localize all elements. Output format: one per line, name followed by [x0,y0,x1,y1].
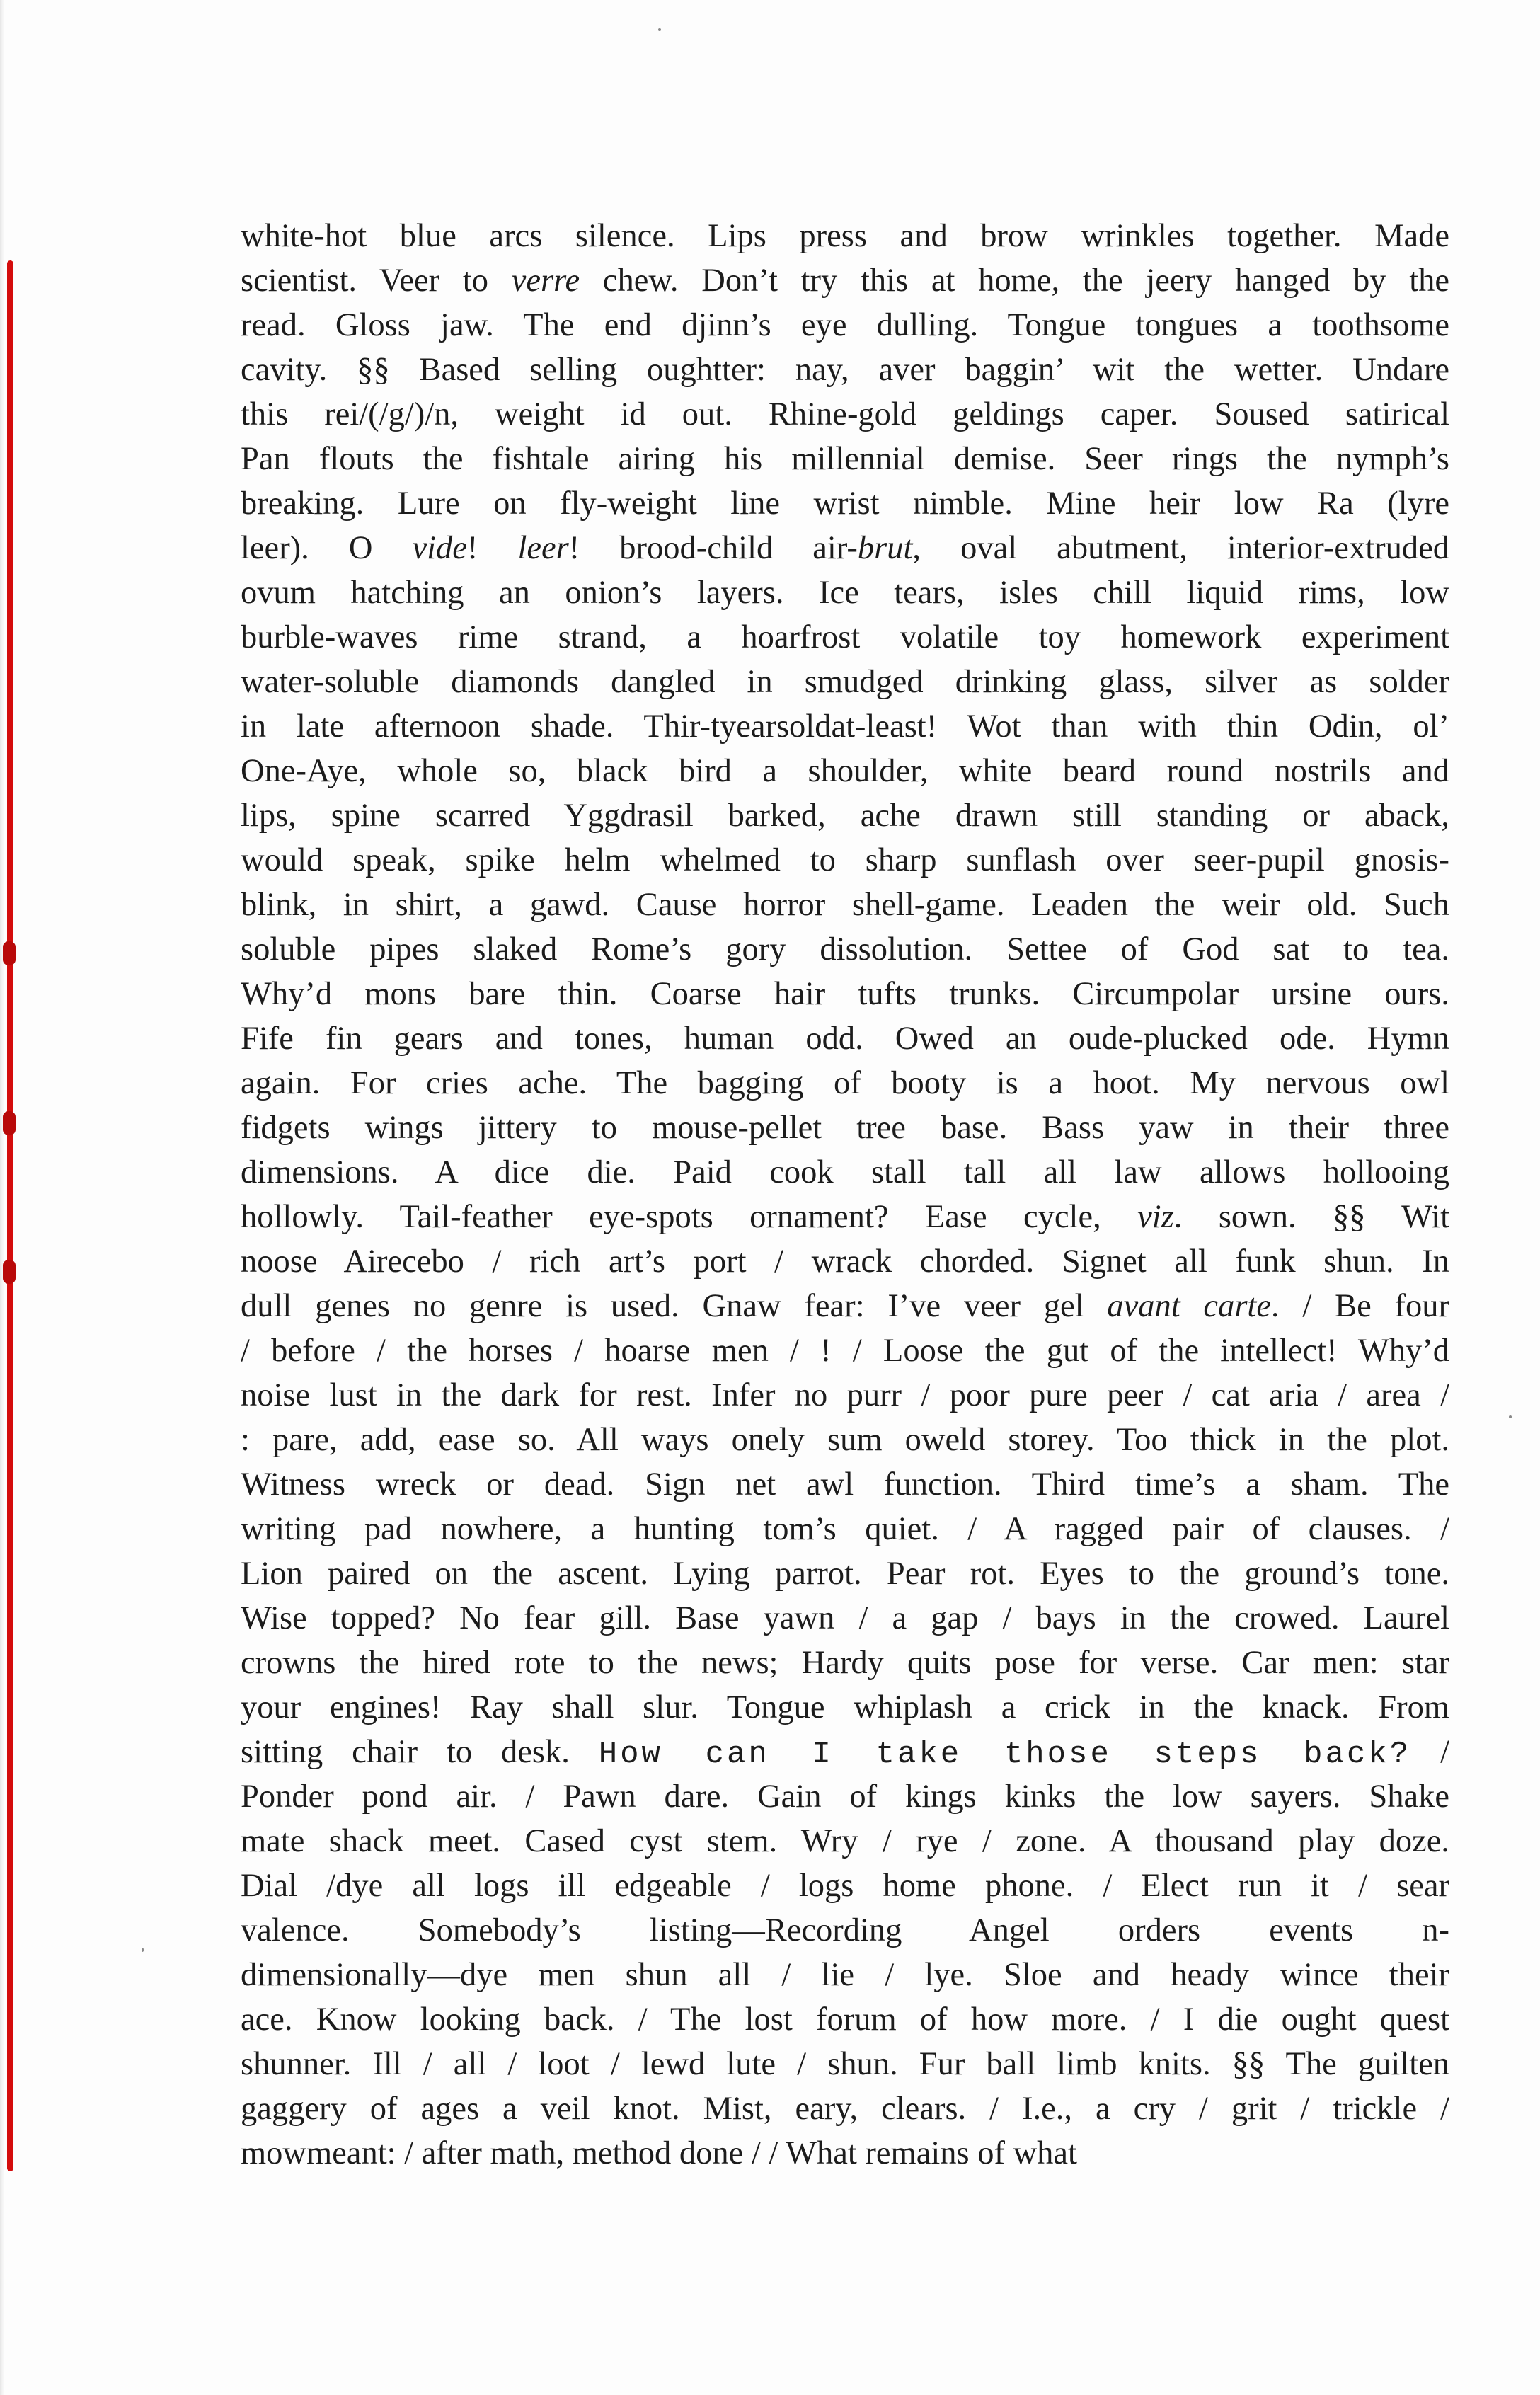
mono-text-segment: How can I take those steps back? [598,1737,1412,1772]
text-segment: soluble pipes slaked Rome’s gory dissolution. Settee of God sat to tea. [241,931,1449,967]
text-line [241,749,1449,793]
text-line [241,704,1449,749]
text-line [241,1774,1449,1819]
text-segment: lips, spine scarred Yggdrasil barked, ache drawn still standing or aback, [241,798,1449,834]
text-line [241,883,1449,927]
text-segment: leer). O [241,530,413,566]
text-segment: white-hot blue arcs silence. Lips press and brow wrinkles together. Made [241,218,1449,254]
poem-text-block [241,214,1449,2176]
text-segment: . sown. §§ Wit [1173,1199,1449,1235]
text-segment: writing pad nowhere, a hunting tom’s quiet. / A ragged pair of clauses. / [241,1511,1449,1547]
text-line [241,526,1449,570]
text-segment: breaking. Lure on fly-weight line wrist nimble. Mine heir low Ra (lyre [241,486,1449,522]
text-segment: ovum hatching an onion’s layers. Ice tears, isles chill liquid rims, low [241,575,1449,611]
text-line [241,1953,1449,1997]
text-segment: noose Airecebo / rich art’s port / wrack chorded. Signet all funk shun. In [241,1244,1449,1280]
text-line [241,793,1449,838]
text-segment: crowns the hired rote to the news; Hardy quits pose for verse. Car men: star [241,1645,1449,1681]
text-line [241,838,1449,883]
text-segment: ! brood-child air- [568,530,858,566]
text-line [241,1195,1449,1239]
text-line [241,1730,1449,1774]
text-segment: burble-waves rime strand, a hoarfrost volatile toy homework experiment [241,619,1449,655]
thread-knot [3,1260,16,1284]
text-line [241,1418,1449,1462]
text-line [241,2042,1449,2086]
paper-speck [142,1948,144,1952]
text-segment: dull genes no genre is used. Gnaw fear: I’ve veer gel [241,1288,1108,1324]
text-segment: / before / the horses / hoarse men / ! / Loose the gut of the intellect! Why’d [241,1333,1449,1369]
text-line [241,927,1449,972]
text-segment: would speak, spike helm whelmed to sharp sunflash over seer-pupil gnosis- [241,842,1449,878]
text-segment: valence. Somebody’s listing—Recording Angel orders events n- [241,1912,1449,1948]
text-segment: in late afternoon shade. Thir-tyearsoldat-least! Wot than with thin Odin, ol’ [241,708,1449,745]
text-segment: Fife fin gears and tones, human odd. Owed an oude-plucked ode. Hymn [241,1021,1449,1057]
text-segment: Ponder pond air. / Pawn dare. Gain of kings kinks the low sayers. Shake [241,1779,1449,1815]
text-line [241,303,1449,348]
text-line [241,1596,1449,1641]
text-line [241,214,1449,258]
text-line [241,348,1449,392]
text-line [241,1061,1449,1105]
text-line [241,1328,1449,1373]
text-segment: , oval abutment, interior-extruded [912,530,1449,566]
text-segment: dimensions. A dice die. Paid cook stall tall all law allows hollooing [241,1154,1449,1190]
text-line [241,570,1449,615]
thread-knot [3,1111,16,1135]
text-line [241,1908,1449,1953]
spine-edge [0,0,4,2395]
text-line [241,258,1449,303]
text-segment: chew. Don’t try this at home, the jeery hanged by the [580,263,1449,299]
red-binding-thread [7,260,13,2171]
text-segment: / [1411,1734,1449,1770]
text-segment: cavity. §§ Based selling oughtter: nay, aver baggin’ wit the wetter. Undare [241,352,1449,388]
text-line [241,437,1449,481]
text-segment: gaggery of ages a veil knot. Mist, eary, clears. / I.e., a cry / grit / trickle / [241,2091,1449,2127]
text-segment: ! [466,530,518,566]
italic-text-segment: vide [412,530,467,566]
text-line [241,1016,1449,1061]
paper-speck [658,28,661,31]
text-segment: shunner. Ill / all / loot / lewd lute / shun. Fur ball limb knits. §§ The guilten [241,2046,1449,2082]
text-segment: blink, in shirt, a gawd. Cause horror shell-game. Leaden the weir old. Such [241,887,1449,923]
text-segment: again. For cries ache. The bagging of booty is a hoot. My nervous owl [241,1065,1449,1101]
text-line [241,1373,1449,1418]
text-line [241,1284,1449,1328]
text-segment: : pare, add, ease so. All ways onely sum oweld storey. Too thick in the plot. [241,1422,1449,1458]
italic-text-segment: brut [857,530,913,566]
text-segment: Why’d mons bare thin. Coarse hair tufts trunks. Circumpolar ursine ours. [241,976,1449,1012]
italic-text-segment: leer [517,530,569,566]
text-segment: One-Aye, whole so, black bird a shoulder, white beard round nostrils and [241,753,1449,789]
text-line [241,1105,1449,1150]
italic-text-segment: viz [1137,1199,1174,1235]
text-segment: this rei/(/g/)/n, weight id out. Rhine-gold geldings caper. Soused satirical [241,396,1449,432]
text-line [241,1507,1449,1551]
text-line [241,1551,1449,1596]
paper-speck [1509,1415,1512,1418]
text-segment: scientist. Veer to [241,263,512,299]
text-line [241,1819,1449,1863]
text-line [241,1150,1449,1195]
text-line [241,1239,1449,1284]
text-line [241,615,1449,660]
text-line [241,392,1449,437]
text-line [241,660,1449,704]
text-segment: fidgets wings jittery to mouse-pellet tree base. Bass yaw in their three [241,1110,1449,1146]
text-segment: dimensionally—dye men shun all / lie / lye. Sloe and heady wince their [241,1957,1449,1993]
text-line [241,2086,1449,2131]
text-segment: Pan flouts the fishtale airing his millennial demise. Seer rings the nymph’s [241,441,1449,477]
text-line [241,1462,1449,1507]
text-segment: read. Gloss jaw. The end djinn’s eye dulling. Tongue tongues a toothsome [241,307,1449,343]
text-segment: sitting chair to desk. [241,1734,599,1770]
text-line [241,1863,1449,1908]
text-line [241,1641,1449,1685]
italic-text-segment: avant carte [1107,1288,1271,1324]
text-segment: Witness wreck or dead. Sign net awl function. Third time’s a sham. The [241,1466,1449,1503]
text-segment: mate shack meet. Cased cyst stem. Wry / rye / zone. A thousand play doze. [241,1823,1449,1859]
text-segment: mowmeant: / after math, method done / / What remains of what [241,2135,1077,2171]
text-segment: . / Be four [1270,1288,1449,1324]
text-segment: hollowly. Tail-feather eye-spots ornament? Ease cycle, [241,1199,1138,1235]
text-line [241,2131,1449,2176]
text-line [241,1997,1449,2042]
italic-text-segment: verre [511,263,580,299]
text-line [241,972,1449,1016]
text-line [241,481,1449,526]
text-line [241,1685,1449,1730]
thread-knot [3,941,16,965]
text-segment: Lion paired on the ascent. Lying parrot. Pear rot. Eyes to the ground’s tone. [241,1556,1449,1592]
text-segment: your engines! Ray shall slur. Tongue whiplash a crick in the knack. From [241,1689,1449,1725]
text-segment: Wise topped? No fear gill. Base yawn / a gap / bays in the crowed. Laurel [241,1600,1449,1636]
text-segment: water-soluble diamonds dangled in smudged drinking glass, silver as solder [241,664,1449,700]
text-segment: Dial /dye all logs ill edgeable / logs home phone. / Elect run it / sear [241,1868,1449,1904]
text-segment: ace. Know looking back. / The lost forum of how more. / I die ought quest [241,2001,1449,2038]
text-segment: noise lust in the dark for rest. Infer no purr / poor pure peer / cat aria / area / [241,1377,1449,1413]
